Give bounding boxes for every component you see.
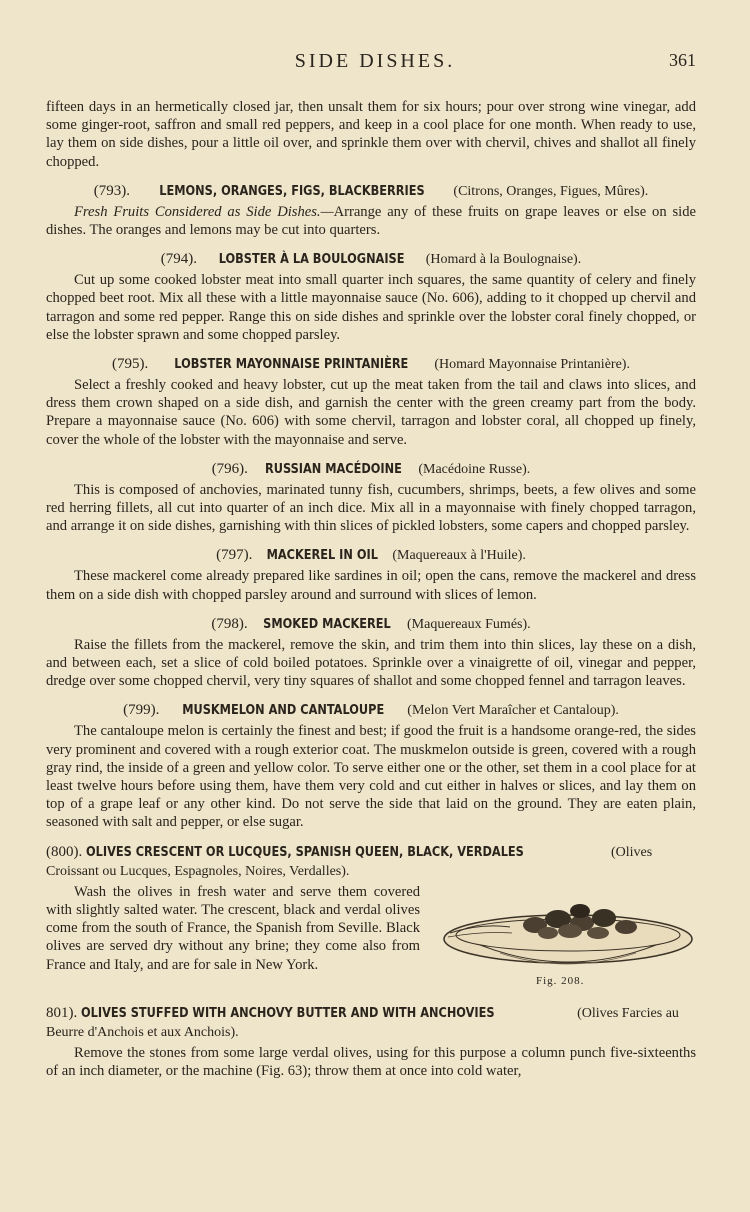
running-head — [0, 50, 750, 74]
recipe-title: MACKEREL IN OIL — [266, 547, 379, 564]
recipe-body-797: These mackerel come already prepared like sardines in oil; open the cans, remove the mackerel and dress them on a side dish with chopped parsley around and surround with slices of lemon. — [46, 568, 696, 603]
recipe-number: (795). — [112, 356, 149, 373]
recipe-body-796: This is composed of anchovies, marinated tunny fish, cucumbers, shrimps, beets, a few olives and some red herring fillets, all cut into quarter of an inch dice. Mix all in a mayonnaise with finely chopped tarragon, and arrange it on side dishes, garnishing with thin slices of pickled lobsters, some capers and chopped parsley. — [46, 481, 696, 535]
recipe-title: LEMONS, ORANGES, FIGS, BLACKBERRIES — [159, 182, 425, 199]
recipe-french-title: (Olives Farcies au Beurre d'Anchois et aux Anchois). — [46, 1005, 679, 1040]
recipe-number: (794). — [160, 251, 198, 268]
recipe-number: (797). — [216, 547, 253, 564]
recipe-body-801: Remove the stones from some large verdal olives, using for this purpose a column punch five-sixteenths of an inch diameter, or the machine (Fig. 63); throw them at once into cold water, — [46, 1044, 696, 1079]
recipe-heading-796 — [46, 460, 696, 479]
recipe-title: RUSSIAN MACÉDOINE — [264, 460, 402, 477]
recipe-number: 801). — [46, 1004, 78, 1021]
recipe-number: (799). — [123, 702, 160, 719]
recipe-french-title: (Macédoine Russe). — [418, 461, 531, 477]
body-text — [46, 98, 696, 1080]
recipe-lead: Fresh Fruits Considered as Side Dishes.— — [74, 203, 334, 220]
recipe-french-title: (Citrons, Oranges, Figues, Mûres). — [453, 183, 649, 199]
recipe-french-title: (Melon Vert Maraîcher et Cantaloup). — [407, 703, 619, 719]
recipe-body-793 — [46, 203, 696, 239]
recipe-heading-794 — [46, 250, 696, 269]
recipe-french-title: (Maquereaux Fumés). — [407, 616, 531, 632]
recipe-heading-795 — [46, 355, 696, 374]
page-number: 361 — [669, 50, 696, 70]
recipe-heading-800 — [46, 843, 696, 881]
recipe-title: SMOKED MACKEREL — [263, 615, 392, 632]
recipe-french-title: (Olives Croissant ou Lucques, Espagnoles, Noires, Verdalles). — [46, 844, 653, 879]
recipe-title: LOBSTER MAYONNAISE PRINTANIÈRE — [174, 356, 409, 373]
recipe-body-798: Raise the fillets from the mackerel, remove the skin, and trim them into thin slices, lay these on a dish, and between each, set a slice of cold boiled potatoes. Sprinkle over a vinaigrette of oil, vinegar and pepper, dredge over some chopped chervil, very tiny squares of shallot and some chopped fennel and tarragon leaves. — [46, 636, 696, 690]
olives-figure-block — [46, 883, 696, 993]
recipe-number: (793). — [93, 182, 130, 199]
recipe-number: (798). — [211, 615, 248, 632]
recipe-body-795: Select a freshly cooked and heavy lobster, cut up the meat taken from the tail and claws into slices, and dress them crown shaped on a side dish, and garnish the center with the green creamy part from the body. Prepare a mayonnaise sauce (No. 606) with some chervil, tarragon and lobster coral, all chopped up finely, cover the whole of the lobster with the mayonnaise and serve. — [46, 377, 696, 448]
recipe-number: (796). — [211, 460, 248, 477]
olive-dish-illustration — [440, 883, 696, 993]
recipe-title: OLIVES CRESCENT OR LUCQUES, SPANISH QUEEN, BLACK, VERDALES — [86, 843, 524, 860]
recipe-body-794: Cut up some cooked lobster meat into small quarter inch squares, the same quantity of celery and finely chopped beet root. Mix all these with a little mayonnaise sauce (No. 606), adding to it chopped up chervil and tarragon and some red pepper. Range this on side dishes and sprinkle over the lobster coral finely chopped, or else the lobster sprawn and some chopped parsley. — [46, 272, 696, 343]
recipe-title: OLIVES STUFFED WITH ANCHOVY BUTTER AND WITH ANCHOVIES — [81, 1004, 495, 1021]
recipe-french-title: (Homard Mayonnaise Printanière). — [434, 357, 630, 373]
recipe-title: MUSKMELON AND CANTALOUPE — [182, 702, 385, 719]
recipe-body-800: Wash the olives in fresh water and serve them covered with slightly salted water. The crescent, black and verdal olives come from the south of France, the Spanish from Seville. Black olives are served dry without any brine; they come also from France and Italy, and are for sale in New York. — [46, 883, 420, 973]
recipe-heading-793 — [46, 182, 696, 201]
recipe-french-title: (Homard à la Boulognaise). — [425, 252, 582, 268]
recipe-body-799: The cantaloupe melon is certainly the finest and best; if good the fruit is a handsome orange-red, the sides very prominent and covered with a rough exterior coat. The muskmelon outside is green, covered with a rough gray rind, the inside of a green and yellow color. To serve either one or the other, set them in a cool place for at least twelve hours before using them, have them very cold and cut either in halves or slices, and lay them on top of a grape leaf or any other kind. Do not serve the side that laid on the ground. They are eaten plain, seasoned with salt and pepper, or else sugar. — [46, 723, 696, 831]
running-title: SIDE DISHES. — [294, 50, 456, 72]
intro-paragraph: fifteen days in an hermetically closed jar, then unsalt them for six hours; pour over strong wine vinegar, add some ginger-root, saffron and small red peppers, and keep in a cool place for one month. When ready to use, lay them on side dishes, pour a little oil over, and sprinkle them over with chervil, chives and shallot all finely chopped. — [46, 99, 696, 170]
recipe-heading-797 — [46, 546, 696, 565]
figure-text-column — [46, 883, 420, 974]
recipe-heading-799 — [46, 701, 696, 720]
recipe-french-title: (Maquereaux à l'Huile). — [392, 548, 526, 564]
recipe-heading-801 — [46, 1004, 696, 1042]
figure-caption: Fig. 208. — [536, 974, 585, 987]
recipe-title: LOBSTER À LA BOULOGNAISE — [218, 251, 405, 268]
recipe-number: (800). — [46, 843, 83, 860]
recipe-body-text: Arrange any of these fruits on grape leaves or else on side dishes. The oranges and lemons may be cut into quarters. — [46, 203, 696, 239]
olive-dish-engraving — [440, 883, 695, 975]
recipe-heading-798 — [46, 615, 696, 634]
